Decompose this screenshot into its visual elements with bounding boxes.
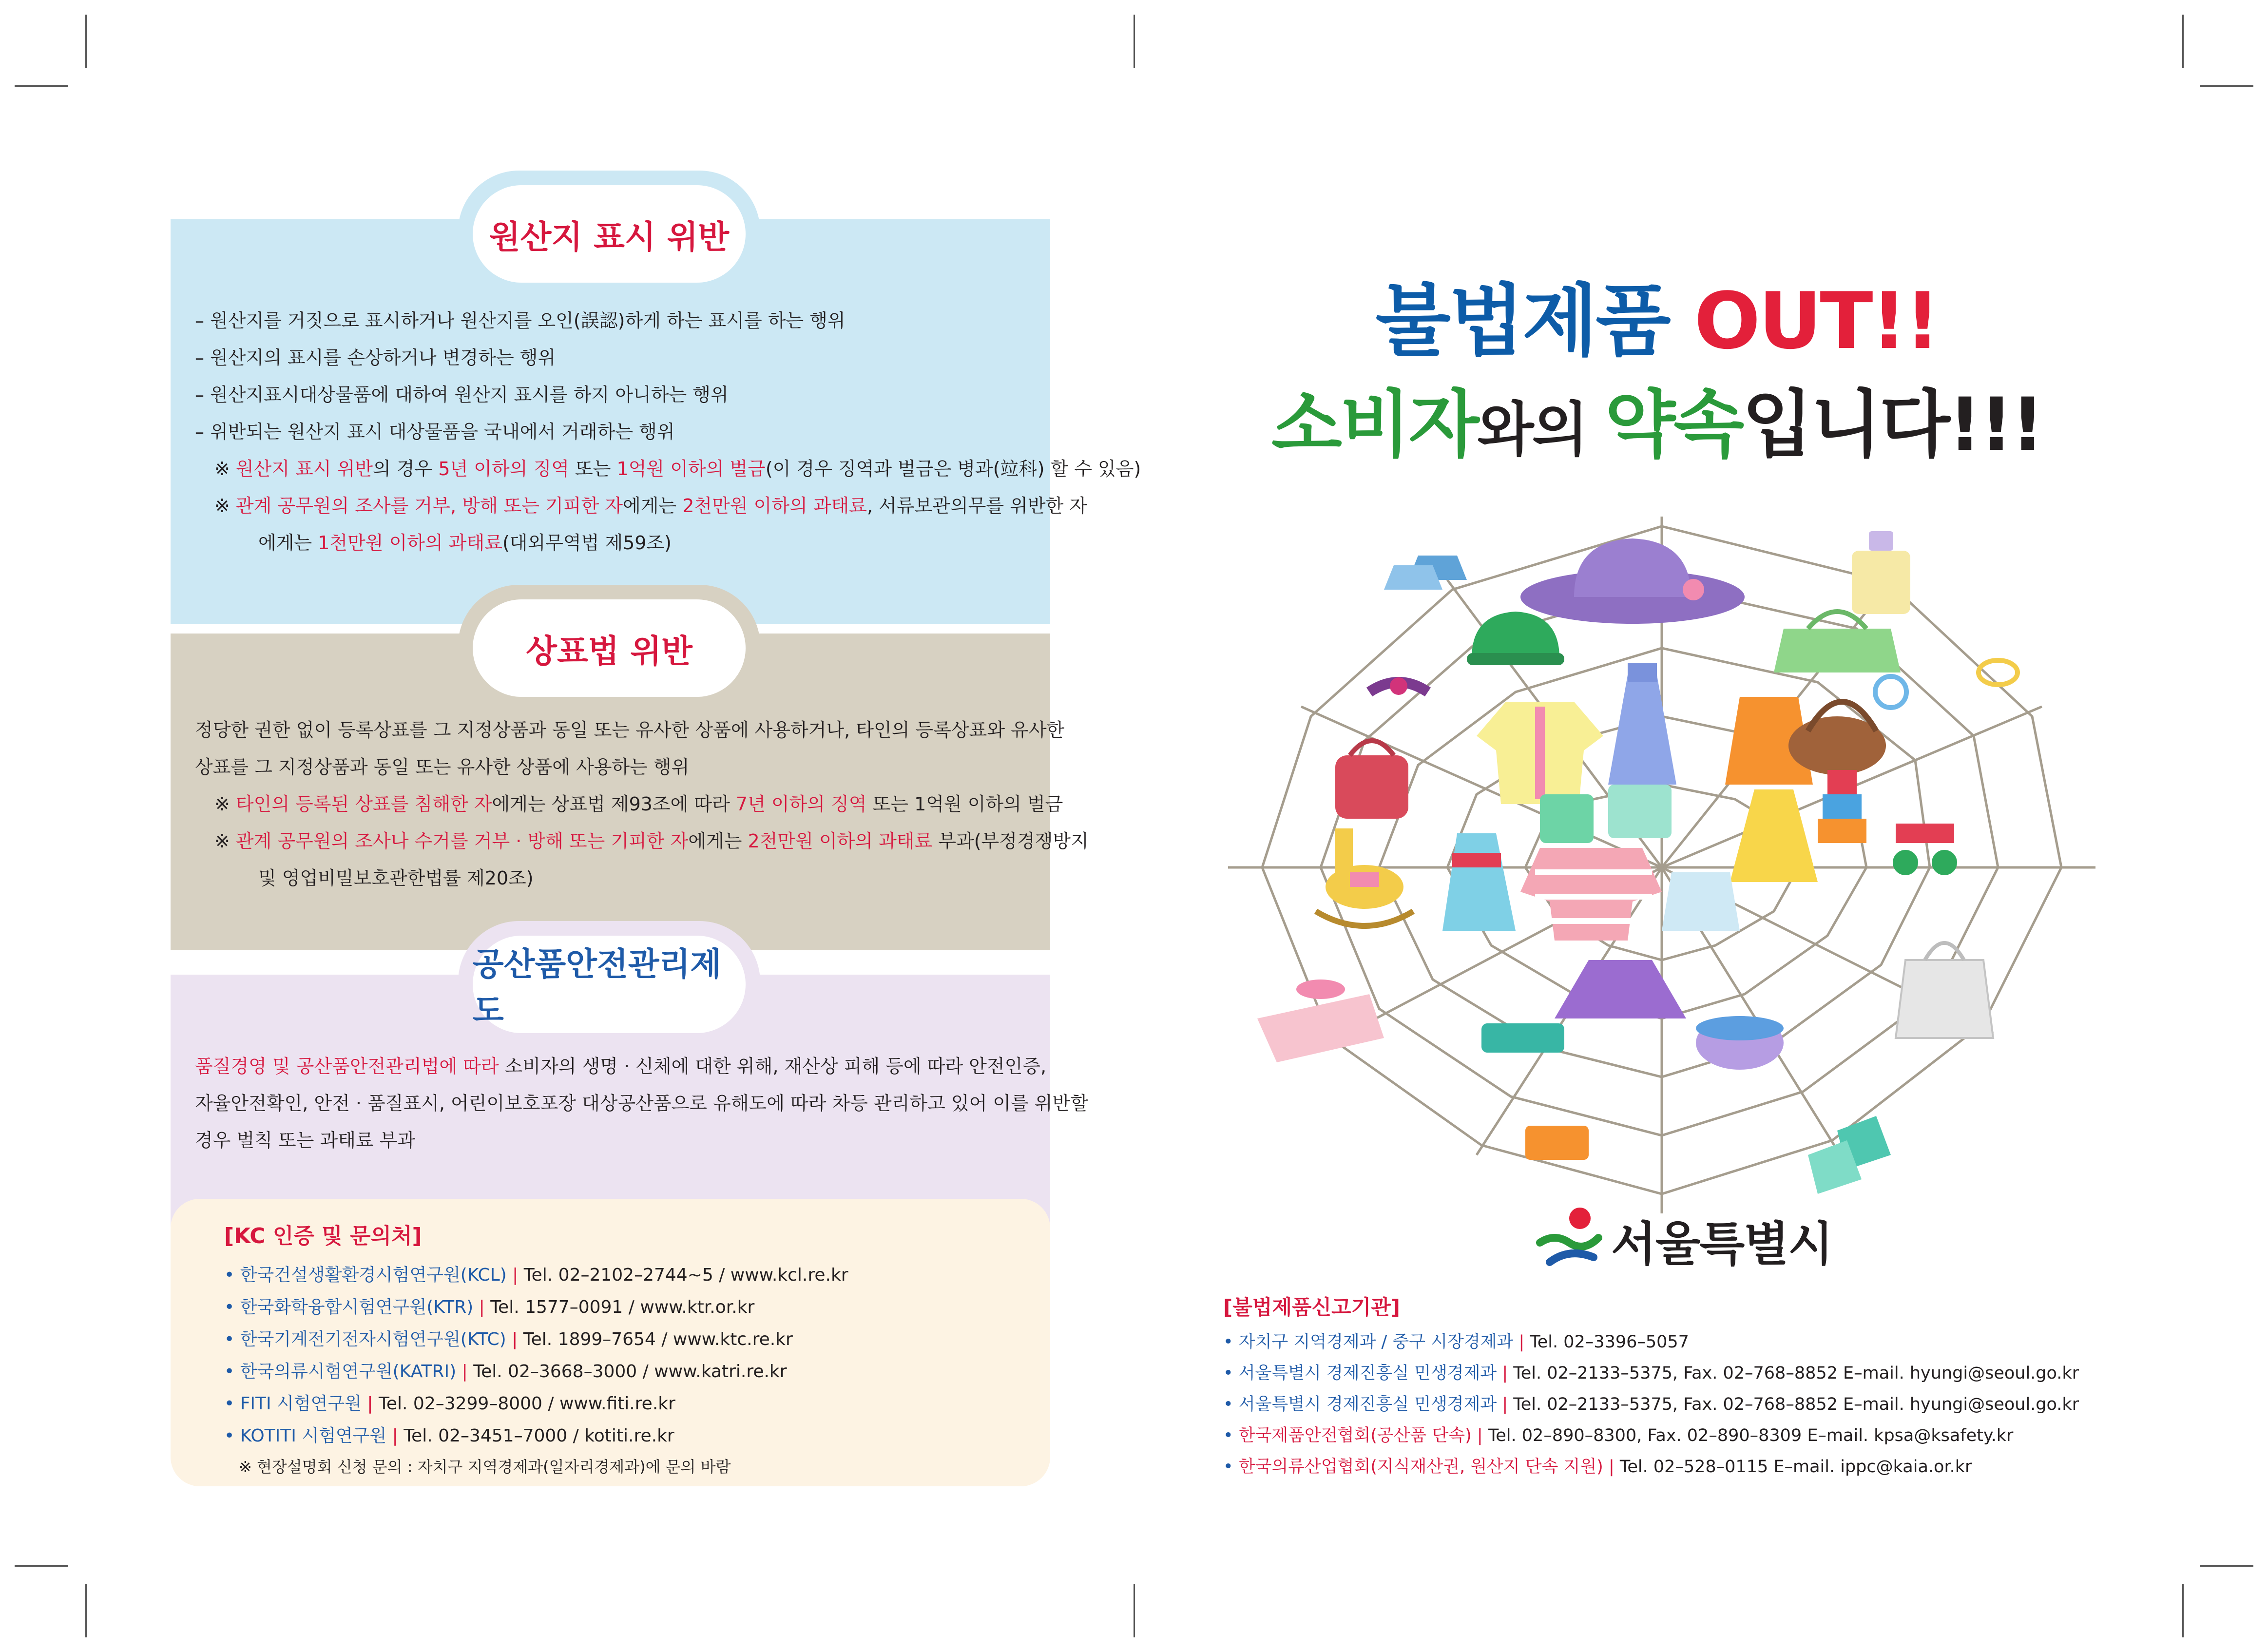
crop-mark xyxy=(85,1584,87,1637)
kc-note: ※ 현장설명회 신청 문의 : 자치구 지역경제과(일자리경제과)에 문의 바람 xyxy=(239,1458,731,1476)
report-title: [불법제품신고기관] xyxy=(1223,1295,1400,1319)
seoul-logo xyxy=(1535,1199,1832,1282)
origin-body xyxy=(195,302,1141,561)
kc-contacts-box xyxy=(171,1199,1050,1486)
text: 2천만원 이하의 과태료 xyxy=(682,495,867,517)
text: 에게는 xyxy=(258,532,318,554)
text: 에게는 상표법 제93조에 따라 xyxy=(492,793,736,815)
text: ※ xyxy=(214,830,236,852)
text: 5년 이하의 징역 xyxy=(438,458,569,480)
dress-icon xyxy=(1608,663,1676,785)
text: 또는 1억원 이하의 벌금 xyxy=(866,793,1063,815)
right-panel xyxy=(1194,171,2120,1486)
perfume-icon xyxy=(1852,531,1910,614)
report-row xyxy=(1223,1451,2100,1482)
report-org: 서울특별시 경제진흥실 민생경제과 xyxy=(1238,1364,1497,1383)
shirt-icon xyxy=(1477,702,1603,804)
text: (대외무역법 제59조) xyxy=(502,532,672,554)
trademark-penalty-note xyxy=(195,786,1063,823)
kc-org: 한국의류시험연구원(KATRI) xyxy=(240,1362,457,1382)
kc-title: [KC 인증 및 문의처] xyxy=(224,1224,422,1249)
trademark-fine-note-cont: 및 영업비밀보호관한법률 제20조) xyxy=(258,867,534,889)
text: 관계 공무원의 조사나 수거를 거부 · 방해 또는 기피한 자 xyxy=(235,830,689,852)
divider: | xyxy=(1502,1364,1508,1383)
origin-penalty-note xyxy=(195,450,1141,487)
text: 1천만원 이하의 과태료 xyxy=(318,532,502,554)
crop-mark xyxy=(15,85,68,87)
origin-fine-note-cont xyxy=(195,524,1033,561)
striped-shirt-icon xyxy=(1520,848,1662,941)
origin-item: – 위반되는 원산지 표시 대상물품을 국내에서 거래하는 행위 xyxy=(195,421,675,442)
text: 의 경우 xyxy=(373,458,439,480)
kc-info: Tel. 02–2102–2744~5 / www.kcl.re.kr xyxy=(523,1265,848,1285)
polka-dress-icon xyxy=(1442,833,1516,931)
trademark-title: 상표법 위반 xyxy=(473,599,746,697)
divider: | xyxy=(1608,1457,1615,1477)
bullet-icon: • xyxy=(1223,1457,1233,1477)
crop-mark xyxy=(2200,1565,2253,1567)
kc-row xyxy=(224,1291,1021,1324)
safety-line: 경우 벌칙 또는 과태료 부과 xyxy=(195,1130,416,1151)
report-info: Tel. 02–2133–5375, Fax. 02–768–8852 E–mail. hyungi@seoul.go.kr xyxy=(1513,1364,2079,1383)
safety-body xyxy=(195,1048,1089,1159)
toy-blocks-icon xyxy=(1818,770,1866,843)
headline-text: 입니다!!! xyxy=(1742,383,2043,467)
toy-box-icon xyxy=(1525,1126,1589,1160)
text: 소비자의 생명 · 신체에 대한 위해, 재산상 피해 등에 따라 안전인증, xyxy=(499,1056,1047,1077)
kc-row xyxy=(224,1324,1021,1356)
kc-row xyxy=(224,1420,1021,1452)
text: ※ xyxy=(214,458,236,480)
bullet-icon: • xyxy=(224,1362,235,1382)
pink-bag-icon xyxy=(1335,741,1408,819)
crop-mark xyxy=(1134,1584,1135,1637)
safety-title: 공산품안전관리제도 xyxy=(473,936,746,1033)
kc-info: Tel. 02–3299–8000 / www.fiti.re.kr xyxy=(379,1394,675,1414)
origin-item: – 원산지를 거짓으로 표시하거나 원산지를 오인(誤認)하게 하는 표시를 하는 행위 xyxy=(195,310,846,331)
bullet-icon: • xyxy=(224,1265,235,1285)
spiderweb-illustration xyxy=(1223,512,2100,1223)
report-info: Tel. 02–3396–5057 xyxy=(1530,1332,1689,1352)
kc-row xyxy=(224,1356,1021,1388)
divider: | xyxy=(1502,1395,1508,1414)
headline-text: OUT!! xyxy=(1694,275,1939,366)
kc-info: Tel. 1899–7654 / www.ktc.re.kr xyxy=(523,1329,793,1349)
report-row xyxy=(1223,1420,2100,1451)
trademark-fine-note xyxy=(195,823,1089,860)
report-org: 한국제품안전협회(공산품 단속) xyxy=(1238,1426,1472,1445)
bullet-icon: • xyxy=(1223,1364,1233,1383)
headline-text: 소비자 xyxy=(1271,383,1478,467)
headband-icon xyxy=(1369,677,1428,695)
kc-org: 한국건설생활환경시험연구원(KCL) xyxy=(240,1265,507,1285)
crop-mark xyxy=(1134,15,1135,68)
text: 7년 이하의 징역 xyxy=(735,793,867,815)
kc-info: Tel. 02–3668–3000 / www.katri.re.kr xyxy=(473,1362,787,1382)
text: 타인의 등록된 상표를 침해한 자 xyxy=(235,793,492,815)
green-sneakers-icon xyxy=(1808,1116,1891,1194)
sneakers-icon xyxy=(1384,556,1467,590)
report-agencies xyxy=(1223,1291,2100,1482)
kc-org: FITI 시험연구원 xyxy=(240,1394,362,1414)
text: 관계 공무원의 조사를 거부, 방해 또는 기피한 자 xyxy=(235,495,623,517)
text: 에게는 xyxy=(623,495,683,517)
trademark-tab xyxy=(458,585,760,707)
report-row xyxy=(1223,1326,2100,1358)
headline-text: 불법제품 xyxy=(1375,275,1694,366)
bullet-icon: • xyxy=(224,1297,235,1317)
text: ※ xyxy=(214,793,236,815)
kc-row xyxy=(224,1388,1021,1420)
report-row xyxy=(1223,1358,2100,1389)
report-org: 한국의류산업협회(지식재산권, 원산지 단속 지원) xyxy=(1238,1457,1603,1477)
bullet-icon: • xyxy=(1223,1332,1233,1352)
headline-line-2 xyxy=(1194,365,2120,471)
baby-shirt-icon xyxy=(1662,872,1740,931)
divider: | xyxy=(392,1426,398,1446)
crop-mark xyxy=(15,1565,68,1567)
skirt-icon xyxy=(1555,960,1686,1018)
divider: | xyxy=(367,1394,373,1414)
text: 또는 xyxy=(569,458,617,480)
seoul-emblem-icon xyxy=(1535,1204,1603,1277)
origin-title: 원산지 표시 위반 xyxy=(473,185,746,283)
bullet-icon: • xyxy=(1223,1426,1233,1445)
bullet-icon: • xyxy=(224,1329,235,1349)
rocking-horse-icon xyxy=(1316,828,1413,926)
purse-icon xyxy=(1788,702,1886,775)
text: 원산지 표시 위반 xyxy=(235,458,373,480)
tote-bag-icon xyxy=(1896,943,1993,1038)
trademark-line: 정당한 권한 없이 등록상표를 그 지정상품과 동일 또는 유사한 상품에 사용하거나, 타인의 등록상표와 유사한 xyxy=(195,719,1065,741)
safety-line: 자율안전확인, 안전 · 품질표시, 어린이보호포장 대상공산품으로 유해도에 따라 차등 관리하고 있어 이를 위반할 xyxy=(195,1093,1089,1114)
kc-row xyxy=(224,1259,1021,1291)
text: 품질경영 및 공산품안전관리법에 따라 xyxy=(195,1056,499,1077)
kc-info: Tel. 1577–0091 / www.ktr.or.kr xyxy=(490,1297,755,1317)
text: 에게는 xyxy=(688,830,748,852)
divider: | xyxy=(461,1362,468,1382)
origin-fine-note xyxy=(195,487,1088,524)
text: (이 경우 징역과 벌금은 병과(竝科) 할 수 있음) xyxy=(765,458,1141,480)
headline-text: 와의 xyxy=(1477,396,1605,464)
ring-icon xyxy=(1875,676,1906,708)
trademark-body xyxy=(195,711,1089,897)
divider: | xyxy=(512,1265,519,1285)
kc-info: Tel. 02–3451–7000 / kotiti.re.kr xyxy=(404,1426,674,1446)
crop-mark xyxy=(2182,15,2184,68)
crop-mark xyxy=(2182,1584,2184,1637)
hat-icon xyxy=(1520,538,1745,624)
crop-mark xyxy=(2200,85,2253,87)
text: 부과(부정경쟁방지 xyxy=(932,830,1089,852)
report-info: Tel. 02–890–8300, Fax. 02–890–8309 E–mail. kpsa@ksafety.kr xyxy=(1488,1426,2014,1445)
shoes-box-icon xyxy=(1257,980,1384,1062)
bullet-icon: • xyxy=(1223,1395,1233,1414)
safety-tab xyxy=(458,921,760,1043)
bullet-icon: • xyxy=(224,1426,235,1446)
text: ※ xyxy=(214,495,236,517)
text: 2천만원 이하의 과태료 xyxy=(748,830,933,852)
origin-item: – 원산지표시대상물품에 대하여 원산지 표시를 하지 아니하는 행위 xyxy=(195,384,729,405)
cap-icon xyxy=(1467,612,1564,665)
divider: | xyxy=(479,1297,485,1317)
trademark-line: 상표를 그 지정상품과 동일 또는 유사한 상품에 사용하는 행위 xyxy=(195,756,690,778)
safety-line xyxy=(195,1048,1047,1085)
handbag-icon xyxy=(1774,612,1901,672)
divider: | xyxy=(1477,1426,1483,1445)
report-org: 서울특별시 경제진흥실 민생경제과 xyxy=(1238,1395,1497,1414)
crop-mark xyxy=(85,15,87,68)
headline-line-1 xyxy=(1194,258,2120,370)
kc-org: 한국기계전기전자시험연구원(KTC) xyxy=(240,1329,506,1349)
origin-tab xyxy=(458,171,760,292)
divider: | xyxy=(512,1329,518,1349)
report-info: Tel. 02–528–0115 E–mail. ippc@kaia.or.kr xyxy=(1619,1457,1972,1477)
origin-item: – 원산지의 표시를 손상하거나 변경하는 행위 xyxy=(195,347,556,368)
logo-text: 서울특별시 xyxy=(1611,1216,1832,1271)
text: 1억원 이하의 벌금 xyxy=(616,458,766,480)
report-row xyxy=(1223,1389,2100,1420)
kc-org: KOTITI 시험연구원 xyxy=(240,1426,387,1446)
text: , 서류보관의무를 위반한 자 xyxy=(866,495,1088,517)
report-org: 자치구 지역경제과 / 중구 시장경제과 xyxy=(1238,1332,1514,1352)
basket-icon xyxy=(1696,1016,1784,1070)
left-panel xyxy=(171,171,1141,1486)
kc-org: 한국화학융합시험연구원(KTR) xyxy=(240,1297,474,1317)
report-info: Tel. 02–2133–5375, Fax. 02–768–8852 E–mail. hyungi@seoul.go.kr xyxy=(1513,1395,2079,1414)
wallet-icon xyxy=(1481,1023,1564,1053)
bullet-icon: • xyxy=(224,1394,235,1414)
headline-text: 약속 xyxy=(1605,383,1743,467)
divider: | xyxy=(1518,1332,1525,1352)
